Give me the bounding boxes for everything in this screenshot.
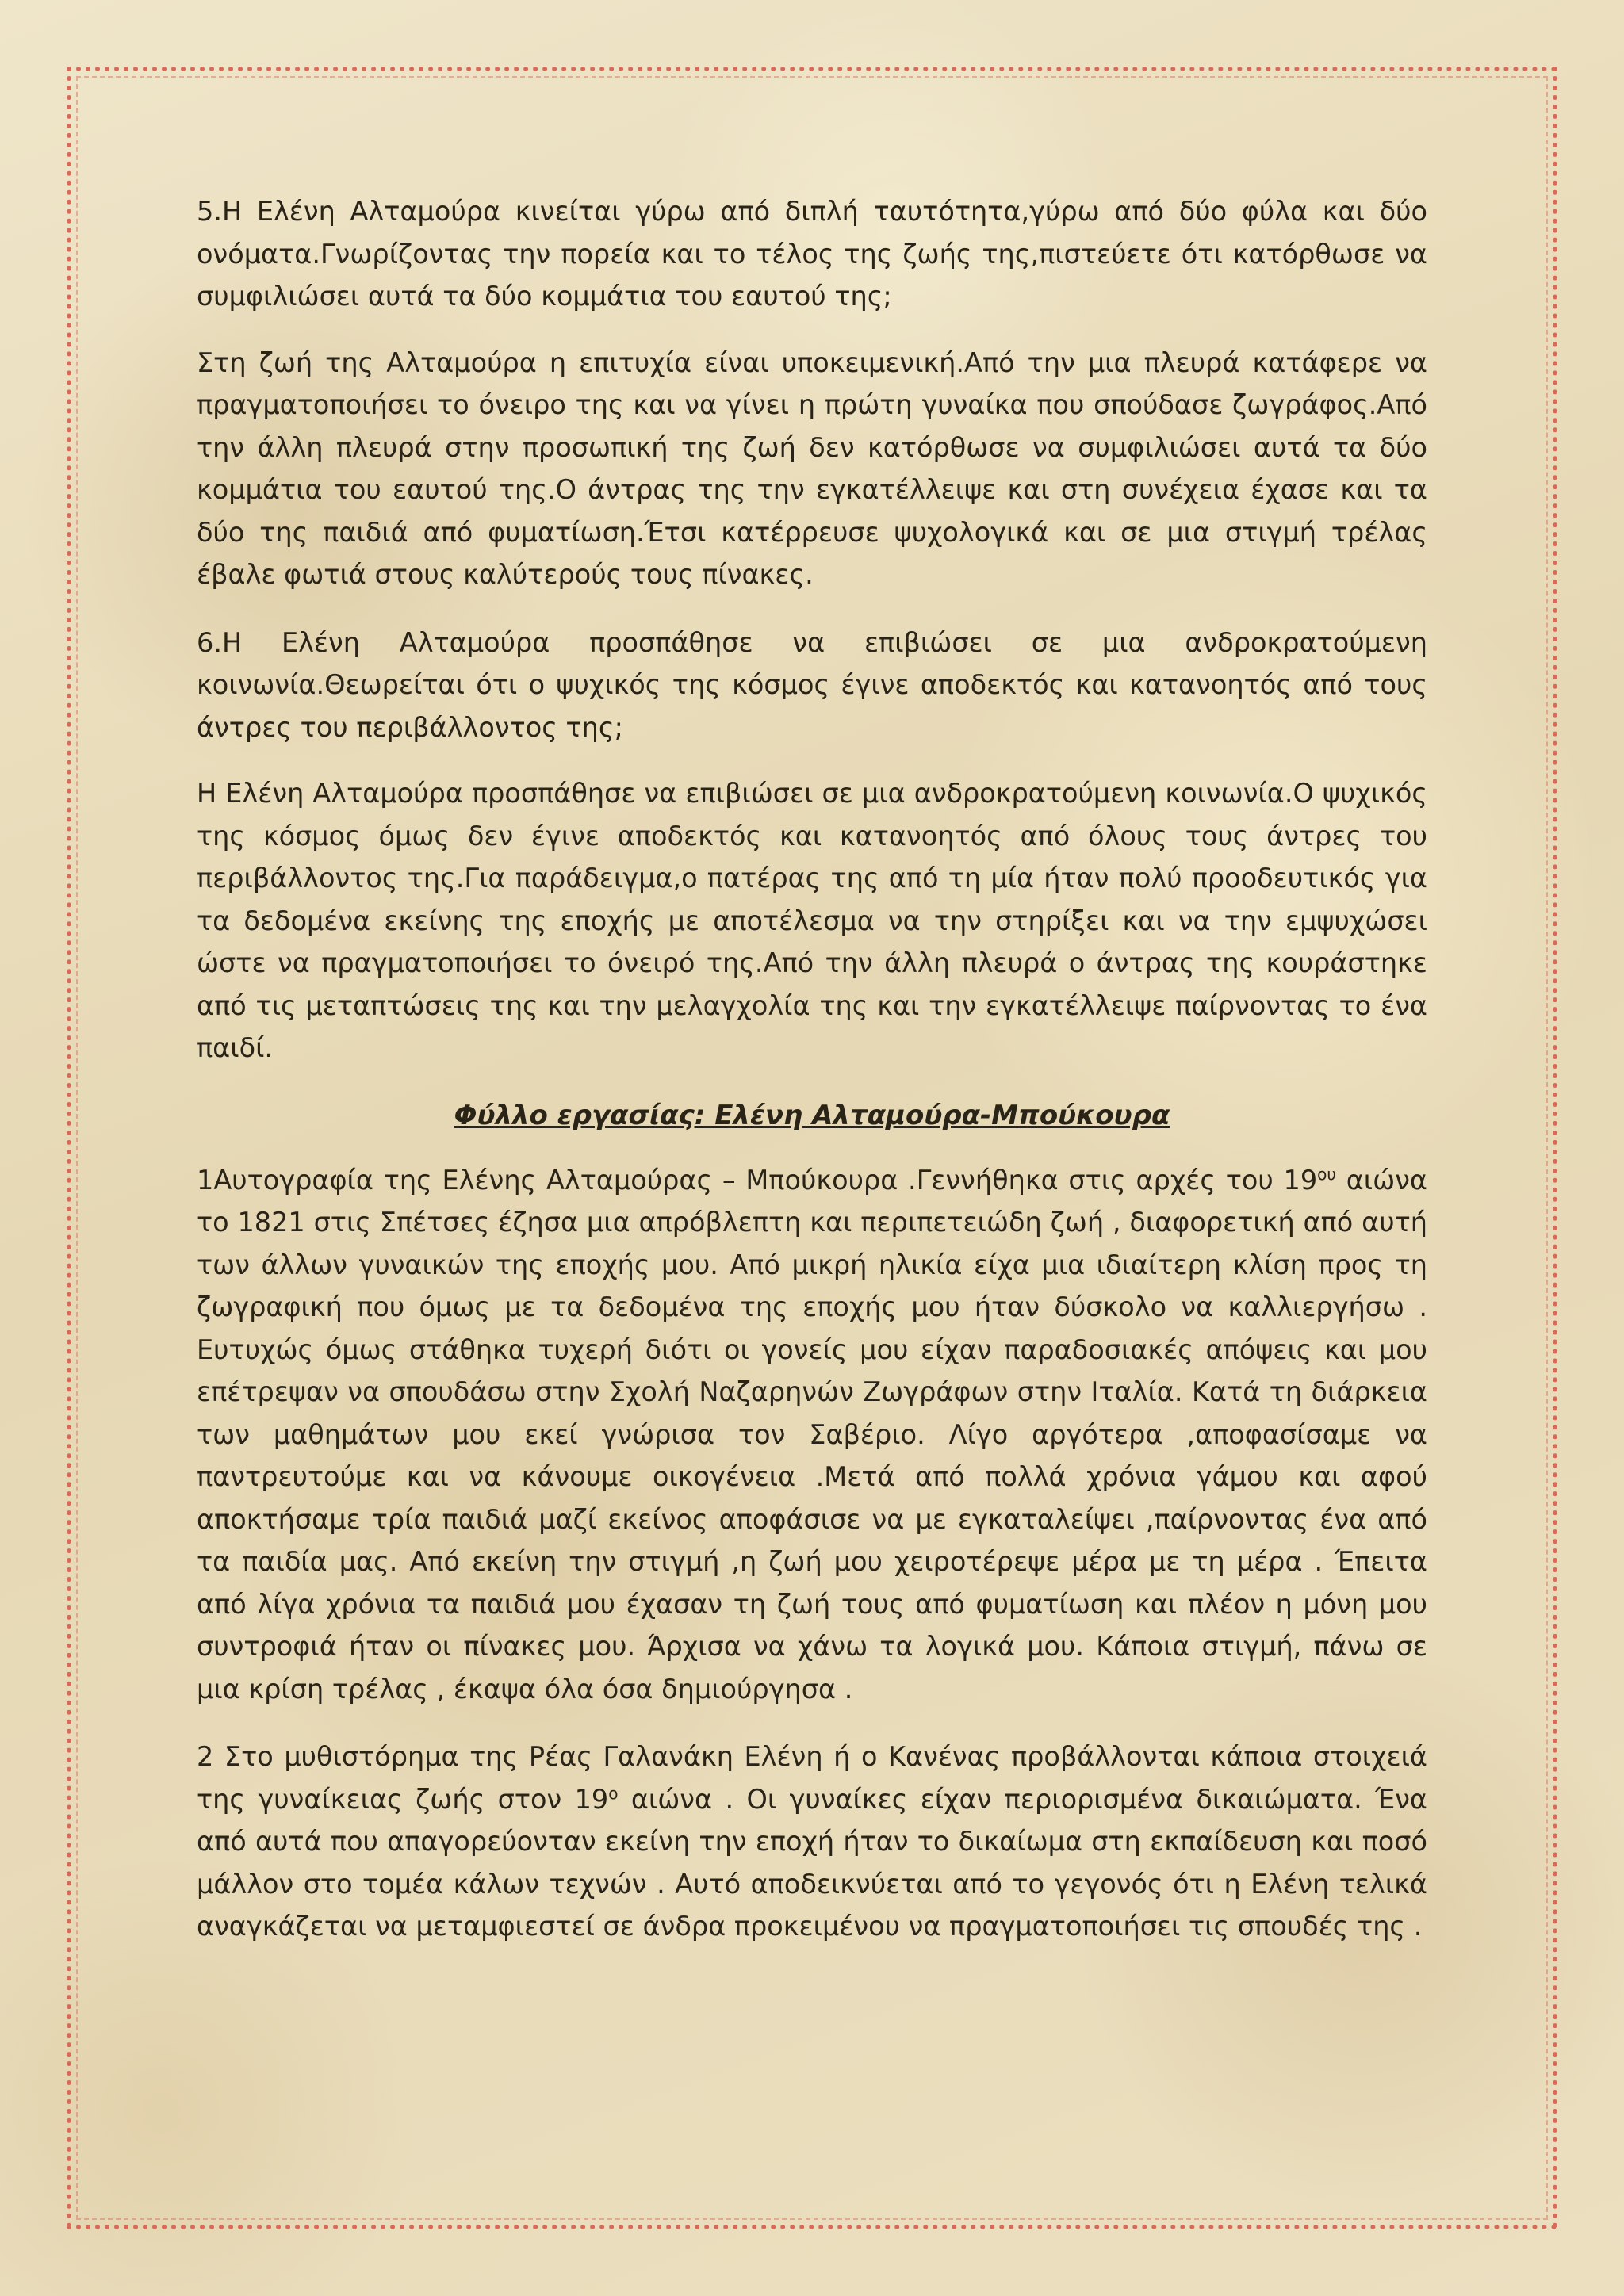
document-body	[197, 190, 1427, 1973]
answer-6: Η Ελένη Αλταμούρα προσπάθησε να επιβιώσει σε μια ανδροκρατούμενη κοινωνία.Ο ψυχικός της κόσμος όμως δεν έγινε αποδεκτός και κατανοητός από όλους τους άντρες του περιβάλλοντος της.Για παράδειγμα,ο πατέρας της από τη μία ήταν πολύ προοδευτικός για τα δεδομένα εκείνης της εποχής με αποτέλεσμα να την στηρίξει και να την εμψυχώσει ώστε να πραγματοποιήσει το όνειρό της.Από την άλλη πλευρά ο άντρας της κουράστηκε από τις μεταπτώσεις της και την μελαγχολία της και την εγκατέλλειψε παίρνοντας το ένα παιδί.	[197, 778, 1427, 1063]
item-2-text-rest: αιώνα . Οι γυναίκες είχαν περιορισμένα δικαιώματα. Ένα από αυτά που απαγορεύονταν εκείνη την εποχή ήταν το δικαίωμα στη εκπαίδευση και ποσό μάλλον στο τομέα κάλων τεχνών . Αυτό αποδεικνύεται από το γεγονός ότι η Ελένη τελικά αναγκάζεται να μεταμφιεστεί σε άνδρα προκειμένου να πραγματοποιήσει τις σπουδές της .	[197, 1783, 1427, 1942]
item-1-text-rest: αιώνα το 1821 στις Σπέτσες έζησα μια απρόβλεπτη και περιπετειώδη ζωή , διαφορετική από αυτή των άλλων γυναικών της εποχής μου. Από μικρή ηλικία είχα μια ιδιαίτερη κλίση προς τη ζωγραφική που όμως με τα δεδομένα της εποχής μου ήταν δύσκολο να καλλιεργήσω . Ευτυχώς όμως στάθηκα τυχερή διότι οι γονείς μου είχαν παραδοσιακές απόψεις και μου επέτρεψαν να σπουδάσω στην Σχολή Ναζαρηνών Ζωγράφων στην Ιταλία. Κατά τη διάρκεια των μαθημάτων μου εκεί γνώρισα τον Σαβέριο. Λίγο αργότερα ,αποφασίσαμε να παντρευτούμε και να κάνουμε οικογένεια .Μετά από πολλά χρόνια γάμου και αφού αποκτήσαμε τρία παιδιά μαζί εκείνος αποφάσισε να με εγκαταλείψει ,παίρνοντας ένα από τα παιδία μας. Από εκείνη την στιγμή ,η ζωή μου χειροτέρεψε μέρα με τη μέρα . Έπειτα από λίγα χρόνια τα παιδιά μου έχασαν τη ζωή τους από φυματίωση και πλέον η μόνη μου συντροφιά ήταν οι πίνακες μου. Άρχισα να χάνω τα λογικά μου. Κάποια στιγμή, πάνω σε μια κρίση τρέλας , έκαψα όλα όσα δημιούργησα .	[197, 1164, 1427, 1705]
item-1-text-start: 1Αυτογραφία της Ελένης Αλταμούρας – Μπούκουρα .Γεννήθηκα στις αρχές του 19	[197, 1164, 1318, 1196]
item-2-text-start: 2 Στο μυθιστόρημα της Ρέας Γαλανάκη Ελένη ή ο Κανένας προβάλλονται κάποια στοιχειά της γυναίκειας ζωής στον 19	[197, 1741, 1427, 1815]
worksheet-title: Φύλλο εργασίας: Ελένη Αλταμούρα-Μπούκουρα	[454, 1099, 1170, 1131]
question-6: 6.Η Ελένη Αλταμούρα προσπάθησε να επιβιώσει σε μια ανδροκρατούμενη κοινωνία.Θεωρείται ότι ο ψυχικός της κόσμος έγινε αποδεκτός και κατανοητός από τους άντρες του περιβάλλοντος της;	[197, 626, 1427, 743]
worksheet-item-2	[197, 1735, 1427, 1948]
item-1-superscript: ου	[1317, 1164, 1336, 1184]
worksheet-item-1	[197, 1159, 1427, 1711]
answer-5: Στη ζωή της Αλταμούρα η επιτυχία είναι υποκειμενική.Από την μια πλευρά κατάφερε να πραγματοποιήσει το όνειρο της και να γίνει η πρώτη γυναίκα που σπούδασε ζωγράφος.Από την άλλη πλευρά στην προσωπική της ζωή δεν κατόρθωσε να συμφιλιώσει αυτά τα δύο κομμάτια του εαυτού της.Ο άντρας της την εγκατέλλειψε και στη συνέχεια έχασε και τα δύο της παιδιά από φυματίωση.Έτσι κατέρρευσε ψυχολογικά και σε μια στιγμή τρέλας έβαλε φωτιά στους καλύτερούς τους πίνακες.	[197, 346, 1427, 590]
question-5: 5.Η Ελένη Αλταμούρα κινείται γύρω από διπλή ταυτότητα,γύρω από δύο φύλα και δύο ονόματα.Γνωρίζοντας την πορεία και το τέλος της ζωής της,πιστεύετε ότι κατόρθωσε να συμφιλιώσει αυτά τα δύο κομμάτια του εαυτού της;	[197, 196, 1427, 312]
item-2-superscript: ο	[608, 1783, 619, 1803]
